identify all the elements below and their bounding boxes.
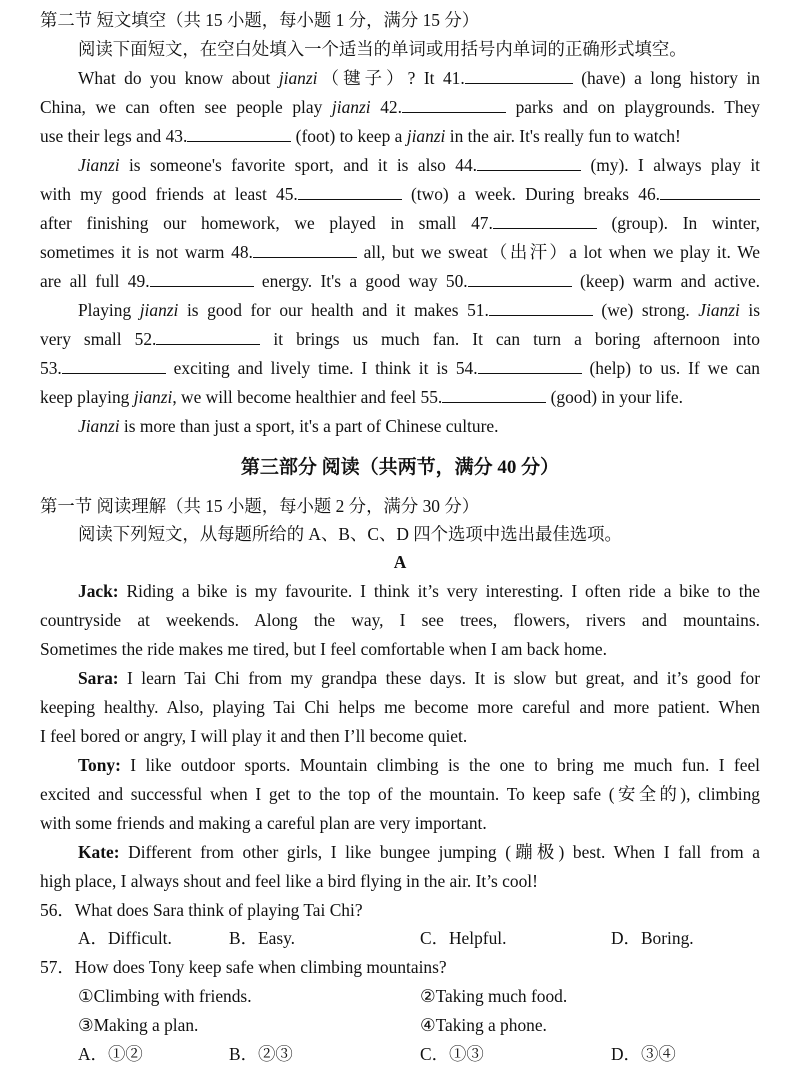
- speaker-jack: Jack:: [78, 581, 119, 601]
- blank-44[interactable]: [477, 152, 581, 171]
- sara-line-1: Sara: I learn Tai Chi from my grandpa these days. It is slow but great, and it’s good for: [78, 668, 760, 688]
- section2-instruction: 阅读下面短文，在空白处填入一个适当的单词或用括号内单词的正确形式填空。: [78, 39, 687, 59]
- sara-line-2: keeping healthy. Also, playing Tai Chi helps me become more careful and more patient. When: [40, 697, 760, 717]
- q57-statement-4: ④Taking a phone.: [420, 1015, 547, 1035]
- speaker-kate: Kate:: [78, 842, 120, 862]
- q57-option-a[interactable]: A．①②: [78, 1044, 143, 1064]
- kate-line-1: Kate: Different from other girls, I like bungee jumping (蹦极) best. When I fall from a: [78, 842, 760, 862]
- q57-options: [0, 1040, 800, 1068]
- q56-option-d[interactable]: D．Boring.: [611, 928, 694, 948]
- q57-option-d[interactable]: D．③④: [611, 1044, 676, 1064]
- blank-48[interactable]: [253, 239, 357, 258]
- blank-49[interactable]: [150, 268, 254, 287]
- q57-statement-3: ③Making a plan.: [78, 1015, 199, 1035]
- cloze-line-9: Playing jianzi is good for our health and it makes 51. (we) strong. Jianzi is: [78, 296, 760, 324]
- q56-option-a[interactable]: A．Difficult.: [78, 928, 172, 948]
- tony-line-3: with some friends and making a careful plan are very important.: [40, 813, 487, 833]
- cloze-line-6: after finishing our homework, we played in small 47. (group). In winter,: [40, 209, 760, 237]
- blank-51[interactable]: [489, 297, 593, 316]
- q56-option-b[interactable]: B．Easy.: [229, 928, 296, 948]
- q57-statements-row-1: [0, 982, 800, 1010]
- q57-option-c[interactable]: C．①③: [420, 1044, 484, 1064]
- blank-52[interactable]: [156, 326, 260, 345]
- cloze-line-2: China, we can often see people play jianzi 42. parks and on playgrounds. They: [40, 93, 760, 121]
- speaker-tony: Tony:: [78, 755, 121, 775]
- q56-stem: 56．What does Sara think of playing Tai Chi?: [40, 900, 363, 920]
- jack-line-3: Sometimes the ride makes me tired, but I feel comfortable when I am back home.: [40, 639, 607, 659]
- cloze-line-12: keep playing jianzi, we will become healthier and feel 55. (good) in your life.: [40, 383, 760, 411]
- blank-50[interactable]: [468, 268, 572, 287]
- q56-options: [0, 924, 800, 952]
- blank-47[interactable]: [493, 210, 597, 229]
- section1-instruction: 阅读下列短文，从每题所给的 A、B、C、D 四个选项中选出最佳选项。: [78, 524, 622, 544]
- blank-54[interactable]: [478, 355, 582, 374]
- passage-label: A: [393, 552, 407, 572]
- cloze-line-10: very small 52. it brings us much fan. It can turn a boring afternoon into: [40, 325, 760, 353]
- q57-statement-2: ②Taking much food.: [420, 986, 568, 1006]
- q57-stem: 57．How does Tony keep safe when climbing mountains?: [40, 957, 447, 977]
- sara-line-3: I feel bored or angry, I will play it and then I’ll become quiet.: [40, 726, 468, 746]
- blank-42[interactable]: [402, 94, 506, 113]
- cloze-line-7: sometimes it is not warm 48. all, but we sweat（出汗）a lot when we play it. We: [40, 238, 760, 266]
- jack-line-1: Jack: Riding a bike is my favourite. I think it’s very interesting. I often ride a bike to the: [78, 581, 760, 601]
- blank-53[interactable]: [62, 355, 166, 374]
- section2-heading: 第二节 短文填空（共 15 小题，每小题 1 分，满分 15 分）: [40, 10, 480, 30]
- blank-43[interactable]: [187, 123, 291, 142]
- q56-option-c[interactable]: C．Helpful.: [420, 928, 507, 948]
- blank-55[interactable]: [442, 384, 546, 403]
- blank-41[interactable]: [465, 65, 573, 84]
- cloze-line-1: What do you know about jianzi（毽子）? It 41. (have) a long history in: [78, 64, 760, 92]
- section1-heading: 第一节 阅读理解（共 15 小题，每小题 2 分，满分 30 分）: [40, 496, 480, 516]
- blank-45[interactable]: [298, 181, 402, 200]
- tony-line-1: Tony: I like outdoor sports. Mountain climbing is the one to bring me much fun. I feel: [78, 755, 760, 775]
- jack-line-2: countryside at weekends. Along the way, I see trees, flowers, rivers and mountains.: [40, 610, 760, 630]
- q57-option-b[interactable]: B．②③: [229, 1044, 293, 1064]
- cloze-line-11: 53. exciting and lively time. I think it is 54. (help) to us. If we can: [40, 354, 760, 382]
- blank-46[interactable]: [660, 181, 760, 200]
- cloze-line-8: are all full 49. energy. It's a good way 50. (keep) warm and active.: [40, 267, 760, 295]
- q57-statement-1: ①Climbing with friends.: [78, 986, 252, 1006]
- cloze-line-4: Jianzi is someone's favorite sport, and it is also 44. (my). I always play it: [78, 151, 760, 179]
- kate-line-2: high place, I always shout and feel like a bird flying in the air. It’s cool!: [40, 871, 538, 891]
- cloze-line-13: Jianzi is more than just a sport, it's a part of Chinese culture.: [78, 416, 499, 436]
- tony-line-2: excited and successful when I get to the top of the mountain. To keep safe (安全的), climbing: [40, 784, 760, 804]
- cloze-line-3: use their legs and 43. (foot) to keep a jianzi in the air. It's really fun to watch!: [40, 122, 760, 150]
- part3-title: 第三部分 阅读（共两节，满分 40 分）: [240, 457, 560, 478]
- cloze-line-5: with my good friends at least 45. (two) a week. During breaks 46.: [40, 180, 760, 208]
- speaker-sara: Sara:: [78, 668, 119, 688]
- q57-statements-row-2: [0, 1011, 800, 1039]
